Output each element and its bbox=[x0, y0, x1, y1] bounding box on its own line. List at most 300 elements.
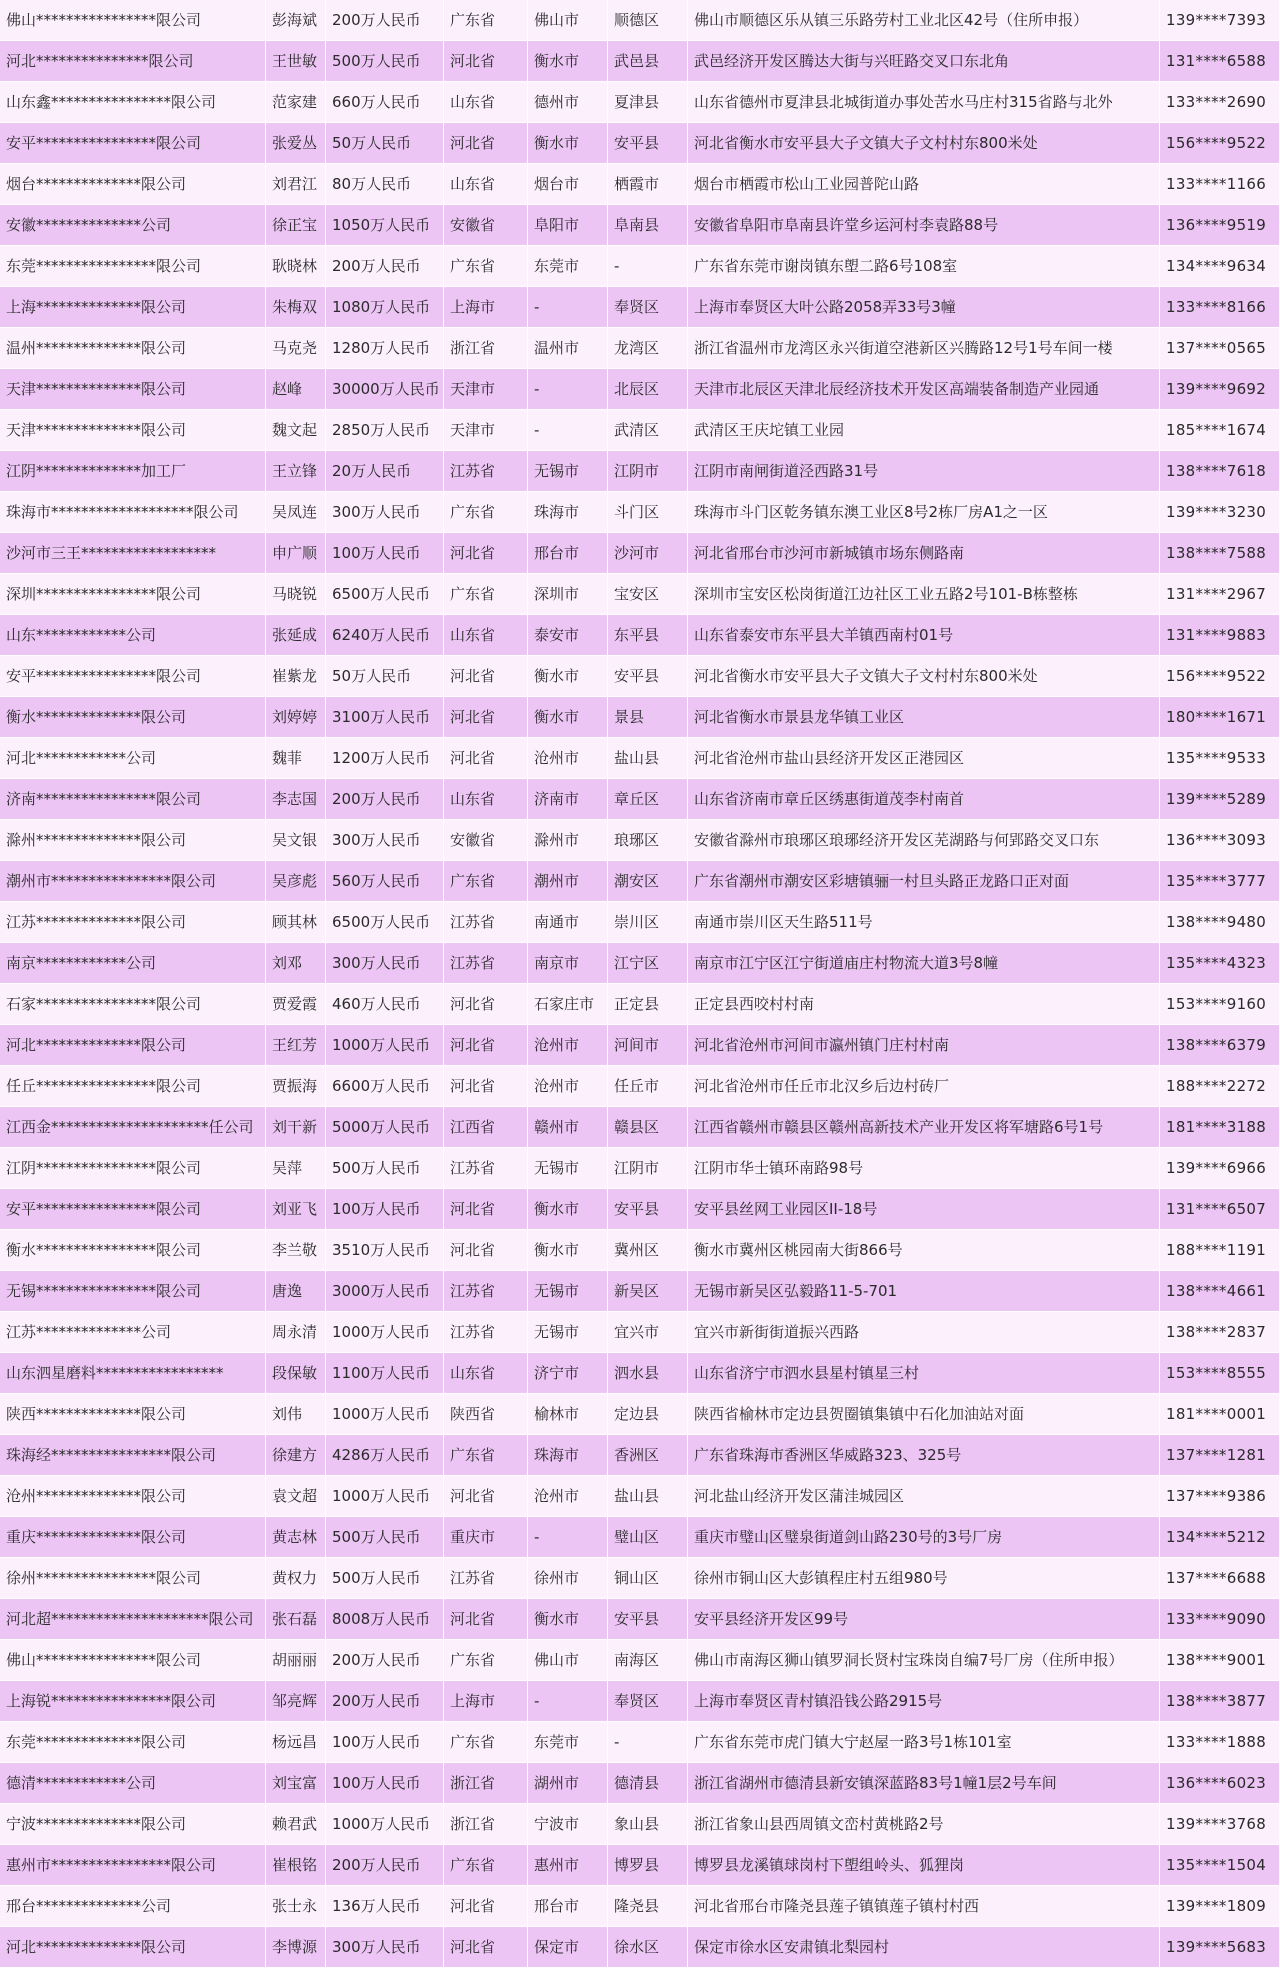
district-cell: 盐山县 bbox=[608, 738, 688, 779]
district-cell: 江阴市 bbox=[608, 451, 688, 492]
district-cell: 江宁区 bbox=[608, 943, 688, 984]
table-row bbox=[0, 861, 1280, 902]
table-row bbox=[0, 984, 1280, 1025]
city-cell: 德州市 bbox=[528, 82, 608, 123]
city-cell: 佛山市 bbox=[528, 0, 608, 41]
company-name-cell: 东莞**************限公司 bbox=[0, 1722, 266, 1763]
company-name-cell: 深圳****************限公司 bbox=[0, 574, 266, 615]
city-cell: - bbox=[528, 410, 608, 451]
address-cell: 武邑经济开发区腾达大街与兴旺路交叉口东北角 bbox=[688, 41, 1160, 82]
table-row bbox=[0, 779, 1280, 820]
company-name-cell: 珠海经****************限公司 bbox=[0, 1435, 266, 1476]
province-cell: 江苏省 bbox=[444, 943, 528, 984]
city-cell: 佛山市 bbox=[528, 1640, 608, 1681]
city-cell: 惠州市 bbox=[528, 1845, 608, 1886]
company-name-cell: 东莞****************限公司 bbox=[0, 246, 266, 287]
legal-rep-cell: 崔紫龙 bbox=[266, 656, 326, 697]
registered-capital-cell: 200万人民币 bbox=[326, 246, 444, 287]
legal-rep-cell: 吴凤连 bbox=[266, 492, 326, 533]
registered-capital-cell: 560万人民币 bbox=[326, 861, 444, 902]
company-name-cell: 山东************公司 bbox=[0, 615, 266, 656]
district-cell: 斗门区 bbox=[608, 492, 688, 533]
phone-cell: 139****5289 bbox=[1160, 779, 1280, 820]
city-cell: 湖州市 bbox=[528, 1763, 608, 1804]
district-cell: 盐山县 bbox=[608, 1476, 688, 1517]
legal-rep-cell: 徐建方 bbox=[266, 1435, 326, 1476]
phone-cell: 133****1888 bbox=[1160, 1722, 1280, 1763]
company-name-cell: 衡水**************限公司 bbox=[0, 697, 266, 738]
city-cell: 保定市 bbox=[528, 1927, 608, 1968]
district-cell: 龙湾区 bbox=[608, 328, 688, 369]
legal-rep-cell: 刘亚飞 bbox=[266, 1189, 326, 1230]
city-cell: 温州市 bbox=[528, 328, 608, 369]
phone-cell: 138****3877 bbox=[1160, 1681, 1280, 1722]
phone-cell: 137****0565 bbox=[1160, 328, 1280, 369]
registered-capital-cell: 500万人民币 bbox=[326, 41, 444, 82]
district-cell: 奉贤区 bbox=[608, 1681, 688, 1722]
registered-capital-cell: 100万人民币 bbox=[326, 533, 444, 574]
province-cell: 河北省 bbox=[444, 656, 528, 697]
company-name-cell: 惠州市****************限公司 bbox=[0, 1845, 266, 1886]
phone-cell: 139****3230 bbox=[1160, 492, 1280, 533]
city-cell: 沧州市 bbox=[528, 1066, 608, 1107]
phone-cell: 136****9519 bbox=[1160, 205, 1280, 246]
registered-capital-cell: 30000万人民币 bbox=[326, 369, 444, 410]
company-name-cell: 江阴**************加工厂 bbox=[0, 451, 266, 492]
city-cell: 赣州市 bbox=[528, 1107, 608, 1148]
table-row bbox=[0, 41, 1280, 82]
registered-capital-cell: 3100万人民币 bbox=[326, 697, 444, 738]
province-cell: 广东省 bbox=[444, 492, 528, 533]
province-cell: 江苏省 bbox=[444, 451, 528, 492]
phone-cell: 137****6688 bbox=[1160, 1558, 1280, 1599]
table-row bbox=[0, 1640, 1280, 1681]
province-cell: 江西省 bbox=[444, 1107, 528, 1148]
address-cell: 河北省衡水市景县龙华镇工业区 bbox=[688, 697, 1160, 738]
province-cell: 河北省 bbox=[444, 41, 528, 82]
province-cell: 浙江省 bbox=[444, 328, 528, 369]
table-row bbox=[0, 1804, 1280, 1845]
table-row bbox=[0, 1476, 1280, 1517]
province-cell: 河北省 bbox=[444, 1189, 528, 1230]
province-cell: 河北省 bbox=[444, 123, 528, 164]
company-name-cell: 德清************公司 bbox=[0, 1763, 266, 1804]
phone-cell: 181****0001 bbox=[1160, 1394, 1280, 1435]
district-cell: 隆尧县 bbox=[608, 1886, 688, 1927]
province-cell: 陕西省 bbox=[444, 1394, 528, 1435]
company-name-cell: 无锡****************限公司 bbox=[0, 1271, 266, 1312]
phone-cell: 138****4661 bbox=[1160, 1271, 1280, 1312]
address-cell: 河北省沧州市盐山县经济开发区正港园区 bbox=[688, 738, 1160, 779]
company-name-cell: 沧州**************限公司 bbox=[0, 1476, 266, 1517]
registered-capital-cell: 300万人民币 bbox=[326, 943, 444, 984]
province-cell: 上海市 bbox=[444, 1681, 528, 1722]
province-cell: 安徽省 bbox=[444, 820, 528, 861]
district-cell: 安平县 bbox=[608, 1599, 688, 1640]
phone-cell: 138****9001 bbox=[1160, 1640, 1280, 1681]
company-name-cell: 安平****************限公司 bbox=[0, 1189, 266, 1230]
registered-capital-cell: 300万人民币 bbox=[326, 1927, 444, 1968]
city-cell: 南通市 bbox=[528, 902, 608, 943]
city-cell: 榆林市 bbox=[528, 1394, 608, 1435]
legal-rep-cell: 魏菲 bbox=[266, 738, 326, 779]
legal-rep-cell: 李志国 bbox=[266, 779, 326, 820]
province-cell: 山东省 bbox=[444, 82, 528, 123]
company-name-cell: 江苏**************限公司 bbox=[0, 902, 266, 943]
registered-capital-cell: 80万人民币 bbox=[326, 164, 444, 205]
province-cell: 广东省 bbox=[444, 0, 528, 41]
table-row bbox=[0, 123, 1280, 164]
legal-rep-cell: 赖君武 bbox=[266, 1804, 326, 1845]
registered-capital-cell: 50万人民币 bbox=[326, 656, 444, 697]
registered-capital-cell: 500万人民币 bbox=[326, 1148, 444, 1189]
legal-rep-cell: 贾爱霞 bbox=[266, 984, 326, 1025]
address-cell: 浙江省温州市龙湾区永兴街道空港新区兴腾路12号1号车间一楼 bbox=[688, 328, 1160, 369]
company-name-cell: 任丘****************限公司 bbox=[0, 1066, 266, 1107]
table-row bbox=[0, 697, 1280, 738]
company-name-cell: 安平****************限公司 bbox=[0, 656, 266, 697]
legal-rep-cell: 杨远昌 bbox=[266, 1722, 326, 1763]
city-cell: 济宁市 bbox=[528, 1353, 608, 1394]
legal-rep-cell: 耿晓林 bbox=[266, 246, 326, 287]
phone-cell: 139****9692 bbox=[1160, 369, 1280, 410]
district-cell: 武清区 bbox=[608, 410, 688, 451]
legal-rep-cell: 吴彦彪 bbox=[266, 861, 326, 902]
address-cell: 江西省赣州市赣县区赣州高新技术产业开发区将军塘路6号1号 bbox=[688, 1107, 1160, 1148]
address-cell: 山东省泰安市东平县大羊镇西南村01号 bbox=[688, 615, 1160, 656]
province-cell: 山东省 bbox=[444, 779, 528, 820]
district-cell: - bbox=[608, 246, 688, 287]
table-row bbox=[0, 246, 1280, 287]
table-row bbox=[0, 1599, 1280, 1640]
province-cell: 上海市 bbox=[444, 287, 528, 328]
district-cell: 沙河市 bbox=[608, 533, 688, 574]
city-cell: 衡水市 bbox=[528, 1599, 608, 1640]
province-cell: 河北省 bbox=[444, 738, 528, 779]
city-cell: 衡水市 bbox=[528, 123, 608, 164]
phone-cell: 135****4323 bbox=[1160, 943, 1280, 984]
province-cell: 广东省 bbox=[444, 1722, 528, 1763]
table-row bbox=[0, 287, 1280, 328]
phone-cell: 180****1671 bbox=[1160, 697, 1280, 738]
registered-capital-cell: 660万人民币 bbox=[326, 82, 444, 123]
province-cell: 河北省 bbox=[444, 984, 528, 1025]
address-cell: 博罗县龙溪镇球岗村下塱组岭头、狐狸岗 bbox=[688, 1845, 1160, 1886]
district-cell: 宝安区 bbox=[608, 574, 688, 615]
province-cell: 天津市 bbox=[444, 369, 528, 410]
phone-cell: 138****7618 bbox=[1160, 451, 1280, 492]
company-name-cell: 河北************公司 bbox=[0, 738, 266, 779]
phone-cell: 188****1191 bbox=[1160, 1230, 1280, 1271]
district-cell: 安平县 bbox=[608, 1189, 688, 1230]
city-cell: 无锡市 bbox=[528, 1312, 608, 1353]
district-cell: 香洲区 bbox=[608, 1435, 688, 1476]
city-cell: - bbox=[528, 287, 608, 328]
legal-rep-cell: 邹亮辉 bbox=[266, 1681, 326, 1722]
table-row bbox=[0, 656, 1280, 697]
company-name-cell: 南京************公司 bbox=[0, 943, 266, 984]
registered-capital-cell: 4286万人民币 bbox=[326, 1435, 444, 1476]
company-name-cell: 滁州**************限公司 bbox=[0, 820, 266, 861]
city-cell: 东莞市 bbox=[528, 1722, 608, 1763]
table-row bbox=[0, 1886, 1280, 1927]
address-cell: 宜兴市新街街道振兴西路 bbox=[688, 1312, 1160, 1353]
district-cell: 崇川区 bbox=[608, 902, 688, 943]
city-cell: 宁波市 bbox=[528, 1804, 608, 1845]
registered-capital-cell: 3000万人民币 bbox=[326, 1271, 444, 1312]
phone-cell: 188****2272 bbox=[1160, 1066, 1280, 1107]
company-name-cell: 潮州市****************限公司 bbox=[0, 861, 266, 902]
province-cell: 重庆市 bbox=[444, 1517, 528, 1558]
address-cell: 河北省衡水市安平县大子文镇大子文村村东800米处 bbox=[688, 656, 1160, 697]
table-row bbox=[0, 1681, 1280, 1722]
district-cell: 赣县区 bbox=[608, 1107, 688, 1148]
district-cell: 章丘区 bbox=[608, 779, 688, 820]
district-cell: 夏津县 bbox=[608, 82, 688, 123]
company-name-cell: 山东泗星磨料***************** bbox=[0, 1353, 266, 1394]
address-cell: 重庆市璧山区璧泉街道剑山路230号的3号厂房 bbox=[688, 1517, 1160, 1558]
table-row bbox=[0, 451, 1280, 492]
registered-capital-cell: 6500万人民币 bbox=[326, 574, 444, 615]
address-cell: 浙江省湖州市德清县新安镇深蓝路83号1幢1层2号车间 bbox=[688, 1763, 1160, 1804]
city-cell: 衡水市 bbox=[528, 1189, 608, 1230]
province-cell: 广东省 bbox=[444, 246, 528, 287]
district-cell: 景县 bbox=[608, 697, 688, 738]
address-cell: 上海市奉贤区青村镇沿钱公路2915号 bbox=[688, 1681, 1160, 1722]
registered-capital-cell: 136万人民币 bbox=[326, 1886, 444, 1927]
table-row bbox=[0, 738, 1280, 779]
registered-capital-cell: 5000万人民币 bbox=[326, 1107, 444, 1148]
legal-rep-cell: 段保敏 bbox=[266, 1353, 326, 1394]
province-cell: 江苏省 bbox=[444, 1148, 528, 1189]
address-cell: 佛山市南海区狮山镇罗洞长贤村宝珠岗自编7号厂房（住所申报） bbox=[688, 1640, 1160, 1681]
company-name-cell: 重庆**************限公司 bbox=[0, 1517, 266, 1558]
table-row bbox=[0, 410, 1280, 451]
legal-rep-cell: 袁文超 bbox=[266, 1476, 326, 1517]
table-row bbox=[0, 82, 1280, 123]
city-cell: 无锡市 bbox=[528, 1148, 608, 1189]
company-name-cell: 邢台**************公司 bbox=[0, 1886, 266, 1927]
legal-rep-cell: 范家建 bbox=[266, 82, 326, 123]
registered-capital-cell: 300万人民币 bbox=[326, 820, 444, 861]
table-row bbox=[0, 902, 1280, 943]
district-cell: 任丘市 bbox=[608, 1066, 688, 1107]
registered-capital-cell: 300万人民币 bbox=[326, 492, 444, 533]
registered-capital-cell: 1000万人民币 bbox=[326, 1312, 444, 1353]
legal-rep-cell: 徐正宝 bbox=[266, 205, 326, 246]
registered-capital-cell: 6240万人民币 bbox=[326, 615, 444, 656]
company-name-cell: 山东鑫****************限公司 bbox=[0, 82, 266, 123]
province-cell: 江苏省 bbox=[444, 1558, 528, 1599]
company-name-cell: 江西金*********************任公司 bbox=[0, 1107, 266, 1148]
legal-rep-cell: 李兰敬 bbox=[266, 1230, 326, 1271]
city-cell: 无锡市 bbox=[528, 1271, 608, 1312]
province-cell: 安徽省 bbox=[444, 205, 528, 246]
phone-cell: 138****7588 bbox=[1160, 533, 1280, 574]
city-cell: 深圳市 bbox=[528, 574, 608, 615]
table-row bbox=[0, 1927, 1280, 1968]
legal-rep-cell: 张爱丛 bbox=[266, 123, 326, 164]
legal-rep-cell: 张延成 bbox=[266, 615, 326, 656]
table-row bbox=[0, 1845, 1280, 1886]
phone-cell: 134****5212 bbox=[1160, 1517, 1280, 1558]
company-name-cell: 衡水****************限公司 bbox=[0, 1230, 266, 1271]
company-name-cell: 温州**************限公司 bbox=[0, 328, 266, 369]
district-cell: 河间市 bbox=[608, 1025, 688, 1066]
legal-rep-cell: 刘干新 bbox=[266, 1107, 326, 1148]
phone-cell: 185****1674 bbox=[1160, 410, 1280, 451]
district-cell: - bbox=[608, 1722, 688, 1763]
phone-cell: 139****6966 bbox=[1160, 1148, 1280, 1189]
district-cell: 新吴区 bbox=[608, 1271, 688, 1312]
table-row bbox=[0, 1230, 1280, 1271]
registered-capital-cell: 500万人民币 bbox=[326, 1517, 444, 1558]
city-cell: 烟台市 bbox=[528, 164, 608, 205]
address-cell: 保定市徐水区安肃镇北梨园村 bbox=[688, 1927, 1160, 1968]
legal-rep-cell: 张石磊 bbox=[266, 1599, 326, 1640]
table-row bbox=[0, 574, 1280, 615]
registered-capital-cell: 1000万人民币 bbox=[326, 1804, 444, 1845]
address-cell: 河北省沧州市河间市瀛州镇门庄村村南 bbox=[688, 1025, 1160, 1066]
province-cell: 广东省 bbox=[444, 861, 528, 902]
district-cell: 顺德区 bbox=[608, 0, 688, 41]
district-cell: 栖霞市 bbox=[608, 164, 688, 205]
phone-cell: 131****6507 bbox=[1160, 1189, 1280, 1230]
table-row bbox=[0, 492, 1280, 533]
address-cell: 南通市崇川区天生路511号 bbox=[688, 902, 1160, 943]
district-cell: 潮安区 bbox=[608, 861, 688, 902]
district-cell: 阜南县 bbox=[608, 205, 688, 246]
legal-rep-cell: 贾振海 bbox=[266, 1066, 326, 1107]
address-cell: 广东省潮州市潮安区彩塘镇骊一村旦头路正龙路口正对面 bbox=[688, 861, 1160, 902]
phone-cell: 138****2837 bbox=[1160, 1312, 1280, 1353]
legal-rep-cell: 王红芳 bbox=[266, 1025, 326, 1066]
city-cell: 潮州市 bbox=[528, 861, 608, 902]
legal-rep-cell: 崔根铭 bbox=[266, 1845, 326, 1886]
table-row bbox=[0, 1517, 1280, 1558]
registered-capital-cell: 2850万人民币 bbox=[326, 410, 444, 451]
registered-capital-cell: 100万人民币 bbox=[326, 1763, 444, 1804]
province-cell: 河北省 bbox=[444, 533, 528, 574]
table-row bbox=[0, 1763, 1280, 1804]
city-cell: 珠海市 bbox=[528, 1435, 608, 1476]
company-name-cell: 江阴****************限公司 bbox=[0, 1148, 266, 1189]
address-cell: 山东省济南市章丘区绣惠街道茂李村南首 bbox=[688, 779, 1160, 820]
address-cell: 衡水市冀州区桃园南大街866号 bbox=[688, 1230, 1160, 1271]
address-cell: 广东省东莞市谢岗镇东塱二路6号108室 bbox=[688, 246, 1160, 287]
company-name-cell: 天津**************限公司 bbox=[0, 369, 266, 410]
legal-rep-cell: 黄权力 bbox=[266, 1558, 326, 1599]
district-cell: 江阴市 bbox=[608, 1148, 688, 1189]
district-cell: 北辰区 bbox=[608, 369, 688, 410]
registered-capital-cell: 6500万人民币 bbox=[326, 902, 444, 943]
phone-cell: 139****7393 bbox=[1160, 0, 1280, 41]
legal-rep-cell: 王世敏 bbox=[266, 41, 326, 82]
address-cell: 安平县经济开发区99号 bbox=[688, 1599, 1160, 1640]
address-cell: 广东省珠海市香洲区华威路323、325号 bbox=[688, 1435, 1160, 1476]
city-cell: 泰安市 bbox=[528, 615, 608, 656]
address-cell: 深圳市宝安区松岗街道江边社区工业五路2号101-B栋整栋 bbox=[688, 574, 1160, 615]
city-cell: 衡水市 bbox=[528, 41, 608, 82]
legal-rep-cell: 马克尧 bbox=[266, 328, 326, 369]
address-cell: 江阴市华士镇环南路98号 bbox=[688, 1148, 1160, 1189]
city-cell: 徐州市 bbox=[528, 1558, 608, 1599]
legal-rep-cell: 胡丽丽 bbox=[266, 1640, 326, 1681]
address-cell: 江阴市南闸街道泾西路31号 bbox=[688, 451, 1160, 492]
city-cell: 衡水市 bbox=[528, 1230, 608, 1271]
province-cell: 广东省 bbox=[444, 1435, 528, 1476]
legal-rep-cell: 唐逸 bbox=[266, 1271, 326, 1312]
table-row bbox=[0, 1107, 1280, 1148]
phone-cell: 137****1281 bbox=[1160, 1435, 1280, 1476]
company-name-cell: 上海**************限公司 bbox=[0, 287, 266, 328]
address-cell: 安平县丝网工业园区II-18号 bbox=[688, 1189, 1160, 1230]
district-cell: 南海区 bbox=[608, 1640, 688, 1681]
legal-rep-cell: 朱梅双 bbox=[266, 287, 326, 328]
district-cell: 琅琊区 bbox=[608, 820, 688, 861]
table-row bbox=[0, 205, 1280, 246]
province-cell: 河北省 bbox=[444, 697, 528, 738]
address-cell: 天津市北辰区天津北辰经济技术开发区高端装备制造产业园通 bbox=[688, 369, 1160, 410]
table-row bbox=[0, 1271, 1280, 1312]
phone-cell: 181****3188 bbox=[1160, 1107, 1280, 1148]
district-cell: 徐水区 bbox=[608, 1927, 688, 1968]
company-name-cell: 江苏**************公司 bbox=[0, 1312, 266, 1353]
registered-capital-cell: 100万人民币 bbox=[326, 1722, 444, 1763]
registered-capital-cell: 200万人民币 bbox=[326, 1681, 444, 1722]
registered-capital-cell: 200万人民币 bbox=[326, 0, 444, 41]
address-cell: 珠海市斗门区乾务镇东澳工业区8号2栋厂房A1之一区 bbox=[688, 492, 1160, 533]
company-name-cell: 石家****************限公司 bbox=[0, 984, 266, 1025]
registered-capital-cell: 200万人民币 bbox=[326, 779, 444, 820]
address-cell: 河北省邢台市沙河市新城镇市场东侧路南 bbox=[688, 533, 1160, 574]
phone-cell: 134****9634 bbox=[1160, 246, 1280, 287]
phone-cell: 138****6379 bbox=[1160, 1025, 1280, 1066]
registered-capital-cell: 100万人民币 bbox=[326, 1189, 444, 1230]
province-cell: 河北省 bbox=[444, 1476, 528, 1517]
registered-capital-cell: 1000万人民币 bbox=[326, 1025, 444, 1066]
table-row bbox=[0, 1312, 1280, 1353]
phone-cell: 156****9522 bbox=[1160, 123, 1280, 164]
table-row bbox=[0, 1189, 1280, 1230]
company-name-cell: 宁波**************限公司 bbox=[0, 1804, 266, 1845]
district-cell: 安平县 bbox=[608, 656, 688, 697]
legal-rep-cell: 吴文银 bbox=[266, 820, 326, 861]
table-row bbox=[0, 164, 1280, 205]
table-row bbox=[0, 1435, 1280, 1476]
province-cell: 广东省 bbox=[444, 1640, 528, 1681]
district-cell: 安平县 bbox=[608, 123, 688, 164]
phone-cell: 135****3777 bbox=[1160, 861, 1280, 902]
company-name-cell: 佛山****************限公司 bbox=[0, 0, 266, 41]
table-row bbox=[0, 328, 1280, 369]
province-cell: 广东省 bbox=[444, 1845, 528, 1886]
phone-cell: 153****8555 bbox=[1160, 1353, 1280, 1394]
registered-capital-cell: 460万人民币 bbox=[326, 984, 444, 1025]
registered-capital-cell: 200万人民币 bbox=[326, 1640, 444, 1681]
table-row bbox=[0, 369, 1280, 410]
table-row bbox=[0, 1148, 1280, 1189]
city-cell: - bbox=[528, 369, 608, 410]
phone-cell: 136****6023 bbox=[1160, 1763, 1280, 1804]
address-cell: 安徽省滁州市琅琊区琅琊经济开发区芜湖路与何郢路交叉口东 bbox=[688, 820, 1160, 861]
legal-rep-cell: 魏文起 bbox=[266, 410, 326, 451]
province-cell: 江苏省 bbox=[444, 1312, 528, 1353]
company-name-cell: 上海锐****************限公司 bbox=[0, 1681, 266, 1722]
district-cell: 正定县 bbox=[608, 984, 688, 1025]
table-row bbox=[0, 533, 1280, 574]
city-cell: 邢台市 bbox=[528, 533, 608, 574]
